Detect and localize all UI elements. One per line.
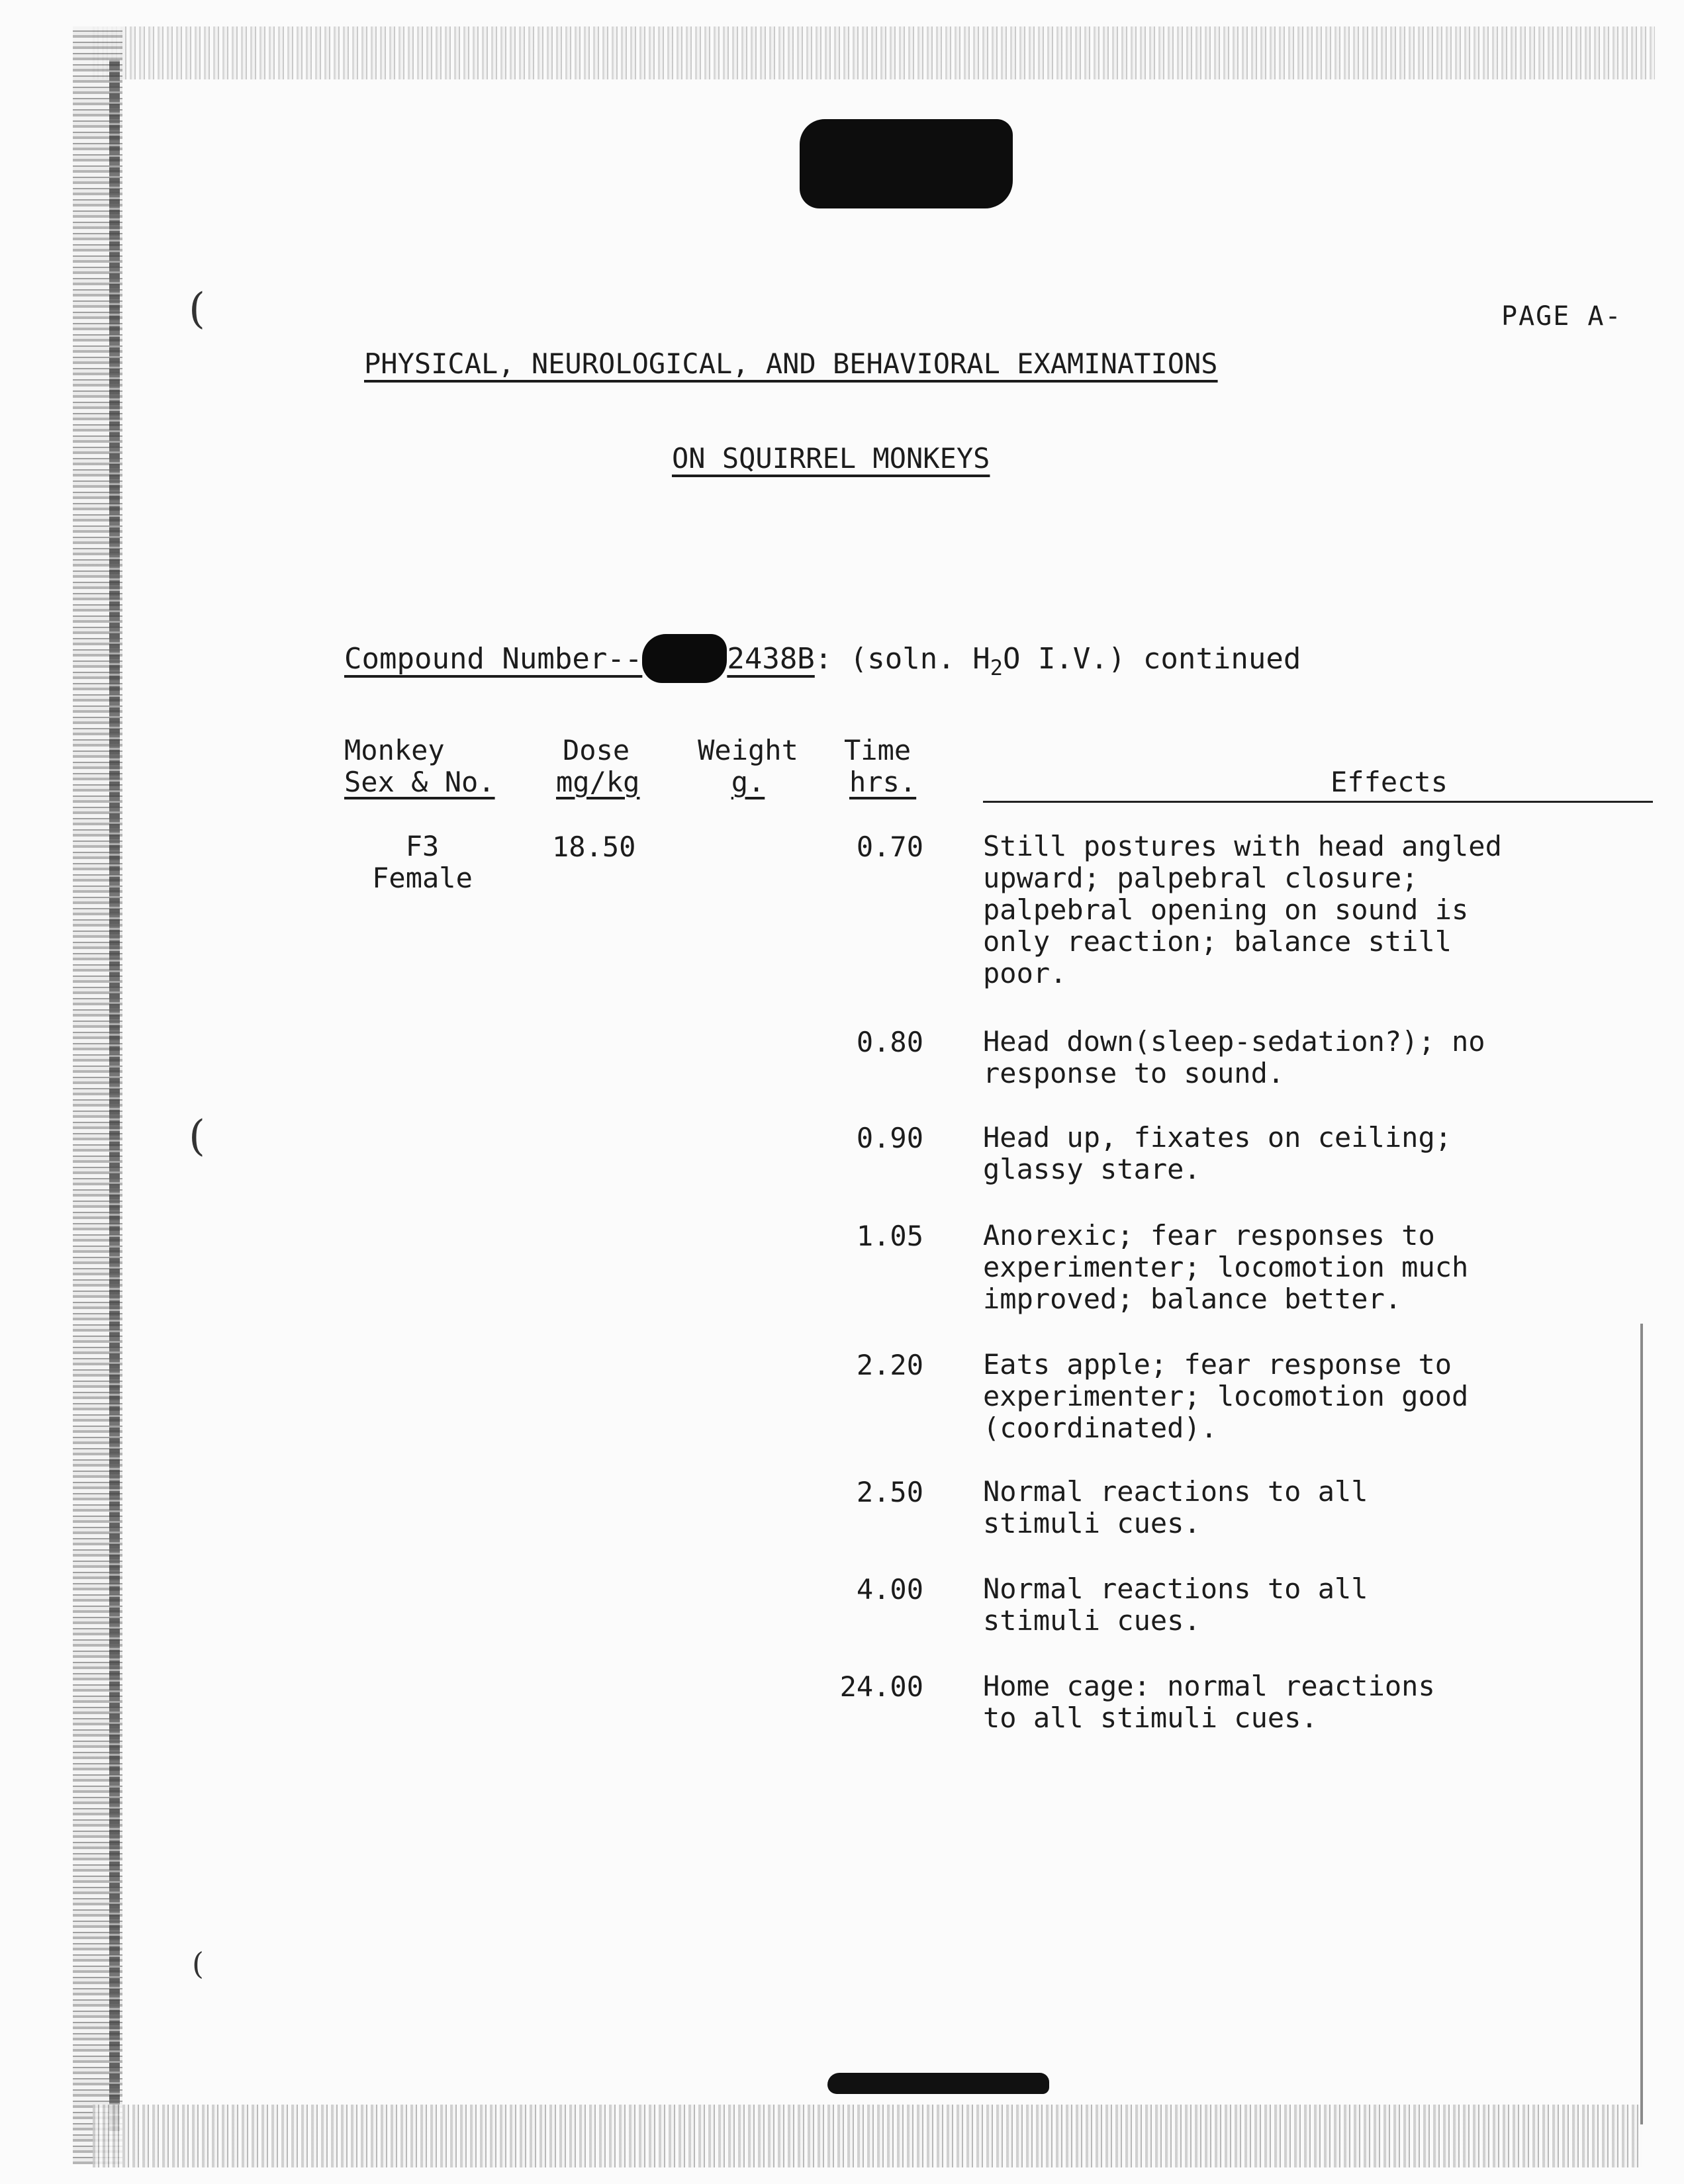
dose-value: 18.50 bbox=[552, 831, 636, 863]
page-subtitle: ON SQUIRREL MONKEYS bbox=[672, 442, 990, 475]
compound-line: Compound Number-- 2438B: (soln. $H_2O$ I.V.) continued bbox=[344, 634, 1301, 683]
header-weight: Weight g. bbox=[698, 734, 798, 798]
effect-text: Head down(sleep-sedation?); no response to sound. bbox=[983, 1025, 1485, 1089]
binding-hole-mark: ( bbox=[189, 1112, 205, 1161]
binding-hole-mark: ( bbox=[192, 1946, 204, 1981]
header-dose: Dose mg/kg bbox=[556, 734, 640, 798]
effect-text: Eats apple; fear response to experimenter; locomotion good (coordinated). bbox=[983, 1348, 1469, 1444]
scan-edge-right bbox=[1640, 1324, 1643, 2124]
redaction-mark-compound bbox=[642, 634, 727, 683]
effect-text: Home cage: normal reactions to all stimuli cues. bbox=[983, 1670, 1435, 1734]
header-time: Time hrs. bbox=[844, 734, 917, 798]
redaction-mark-top bbox=[800, 119, 1013, 208]
effect-text: Anorexic; fear responses to experimenter; locomotion much improved; balance better. bbox=[983, 1219, 1469, 1315]
scan-edge-left-shadow bbox=[109, 60, 120, 2131]
subject-cell: F3 Female bbox=[372, 830, 473, 894]
effect-text: Normal reactions to all stimuli cues. bbox=[983, 1572, 1368, 1637]
page-title: PHYSICAL, NEUROLOGICAL, AND BEHAVIORAL EXAMINATIONS bbox=[364, 347, 1218, 380]
effect-text: Head up, fixates on ceiling; glassy stare. bbox=[983, 1121, 1452, 1185]
effect-text: Still postures with head angled upward; palpebral closure; palpebral opening on sound is only reaction; balance still poor. bbox=[983, 830, 1502, 989]
time-value: 1.05 bbox=[856, 1220, 923, 1252]
scan-edge-bottom bbox=[93, 2105, 1642, 2167]
time-value: 2.50 bbox=[856, 1476, 923, 1508]
page-number: PAGE A- bbox=[1501, 301, 1622, 332]
time-value: 2.20 bbox=[856, 1349, 923, 1381]
effects-header-rule bbox=[983, 801, 1653, 803]
time-value: 0.70 bbox=[856, 831, 923, 863]
header-monkey: Monkey Sex & No. bbox=[344, 734, 495, 798]
time-value: 24.00 bbox=[839, 1670, 923, 1703]
effect-text: Normal reactions to all stimuli cues. bbox=[983, 1475, 1368, 1539]
time-value: 4.00 bbox=[856, 1573, 923, 1606]
redaction-mark-bottom bbox=[827, 2073, 1049, 2094]
header-effects: Effects bbox=[1331, 766, 1448, 798]
time-value: 0.90 bbox=[856, 1122, 923, 1154]
time-value: 0.80 bbox=[856, 1026, 923, 1058]
binding-hole-mark: ( bbox=[189, 285, 205, 334]
scan-edge-top bbox=[93, 26, 1655, 79]
compound-label: Compound Number-- 2438B bbox=[344, 642, 815, 676]
